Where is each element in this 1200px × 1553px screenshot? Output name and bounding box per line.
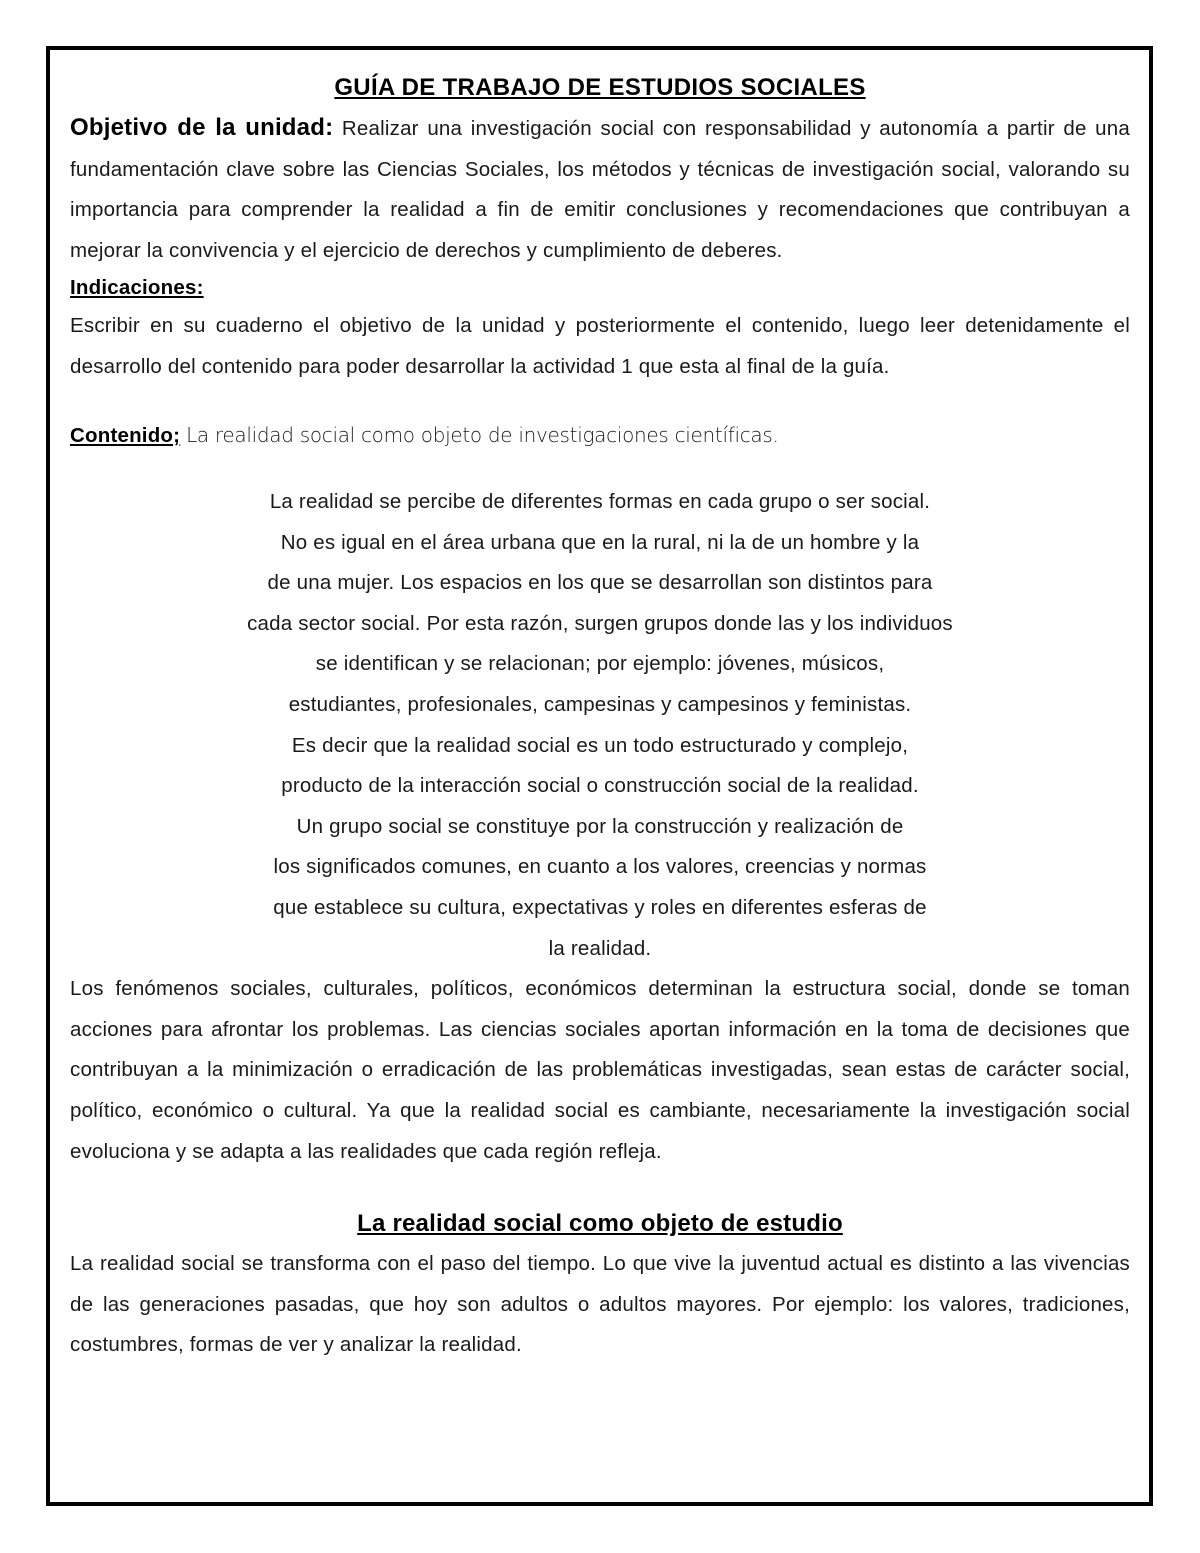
document-title: GUÍA DE TRABAJO DE ESTUDIOS SOCIALES	[334, 74, 866, 101]
centered-line: estudiantes, profesionales, campesinas y campesinos y feministas.	[288, 692, 912, 716]
objective-label: Objetivo de la unidad:	[70, 114, 334, 141]
objective-text: Realizar una investigación social con responsabilidad y autonomía a partir de una fundamentación clave sobre las Ciencias Sociales, los métodos y técnicas de investigación social, valorando su importancia para comprender la realidad a fin de emitir conclusiones y recomendaciones que contribuyan a mejorar la convivencia y el ejercicio de derechos y cumplimiento de deberes.	[70, 117, 1130, 262]
content-topic: La realidad social como objeto de investigaciones científicas.	[186, 423, 779, 447]
section-paragraph: La realidad social se transforma con el paso del tiempo. Lo que vive la juventud actual es distinto a las vivencias de las generaciones pasadas, que hoy son adultos o adultos mayores. Por ejemplo: los valores, tradiciones, costumbres, formas de ver y analizar la realidad.	[70, 1252, 1130, 1357]
centered-line: la realidad.	[548, 936, 652, 960]
centered-line: Es decir que la realidad social es un todo estructurado y complejo,	[291, 733, 909, 757]
centered-line: La realidad se percibe de diferentes formas en cada grupo o ser social.	[269, 490, 931, 513]
section-title: La realidad social como objeto de estudio	[357, 1210, 843, 1238]
centered-line: se identifican y se relacionan; por ejemplo: jóvenes, músicos,	[315, 652, 885, 676]
content-label: Contenido;	[70, 424, 181, 447]
centered-line: Un grupo social se constituye por la construcción y realización de	[296, 814, 904, 838]
centered-line: No es igual en el área urbana que en la rural, ni la de un hombre y la	[280, 530, 920, 554]
centered-line: que establece su cultura, expectativas y roles en diferentes esferas de	[273, 895, 927, 919]
indications-heading: Indicaciones:	[70, 276, 204, 299]
centered-line: cada sector social. Por esta razón, surgen grupos donde las y los individuos	[247, 611, 953, 635]
objective-paragraph	[70, 108, 1130, 271]
centered-block	[70, 482, 1130, 969]
content-line	[70, 415, 1130, 456]
centered-line: producto de la interacción social o construcción social de la realidad.	[281, 774, 919, 798]
indications-text: Escribir en su cuaderno el objetivo de la unidad y posteriormente el contenido, luego leer detenidamente el desarrollo del contenido para poder desarrollar la actividad 1 que esta al final de la guía.	[70, 314, 1130, 378]
document-body	[70, 68, 1130, 1366]
phenomena-paragraph: Los fenómenos sociales, culturales, políticos, económicos determinan la estructura social, donde se toman acciones para afrontar los problemas. Las ciencias sociales aportan información en la toma de decisiones que contribuyan a la minimización o erradicación de las problemáticas investigadas, sean estas de carácter social, político, económico o cultural. Ya que la realidad social es cambiante, necesariamente la investigación social evoluciona y se adapta a las realidades que cada región refleja.	[70, 977, 1130, 1163]
centered-line: los significados comunes, en cuanto a los valores, creencias y normas	[273, 855, 927, 879]
centered-line: de una mujer. Los espacios en los que se desarrollan son distintos para	[267, 571, 933, 595]
